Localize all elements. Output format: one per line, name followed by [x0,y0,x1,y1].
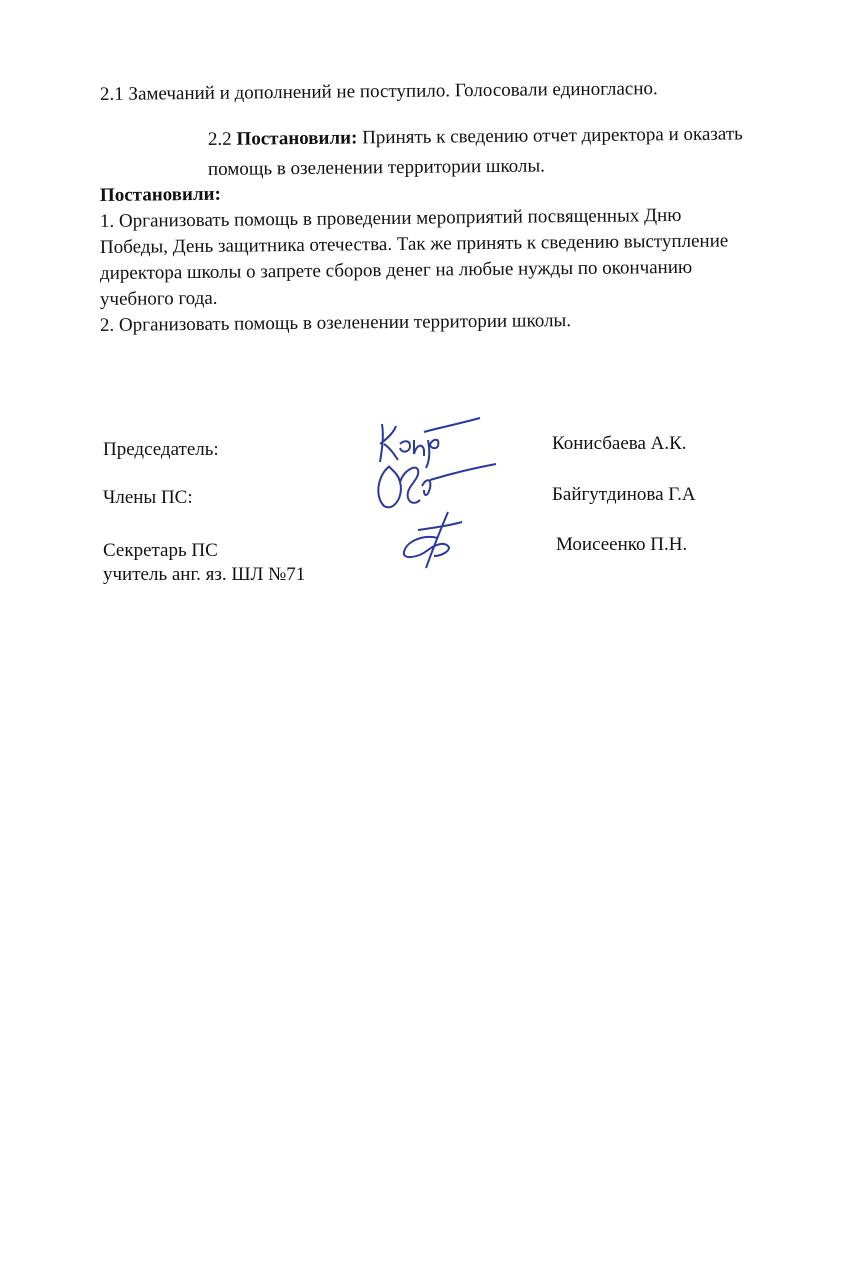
resolution-line-2: Победы, День защитника отечества. Так же принять к сведению выступление [99,230,729,258]
item-2-2-label: Постановили: [236,127,358,150]
secretary-role-line-2: учитель анг. яз. ШЛ №71 [103,564,306,585]
item-2-2-line-2: помощь в озеленении территории школы. [207,155,546,180]
resolution-line-3: директора школы о запрете сборов денег на любые нужды по окончанию [99,256,693,284]
secretary-signature [398,506,478,576]
resolution-line-4: учебного года. [99,287,218,310]
item-2-1: 2.1 Замечаний и дополнений не поступило. Голосовали единогласно. [99,78,658,105]
item-2-2-number: 2.2 [207,128,232,150]
resolution-heading: Постановили: [99,183,222,206]
chairman-role: Председатель: [103,439,219,460]
secretary-name: Моисеенко П.Н. [556,534,688,555]
members-role: Члены ПС: [103,487,193,508]
resolution-line-1: 1. Организовать помощь в проведении мероприятий посвященных Дню [99,204,682,232]
chairman-name: Конисбаева А.К. [552,433,687,454]
resolution-line-5: 2. Организовать помощь в озеленении территории школы. [99,310,572,336]
members-name: Байгутдинова Г.А [552,484,696,505]
item-2-2-line-1 [208,123,743,151]
item-2-2-text: Принять к сведению отчет директора и оказать [362,123,743,149]
secretary-role-line-1: Секретарь ПС [103,540,218,561]
